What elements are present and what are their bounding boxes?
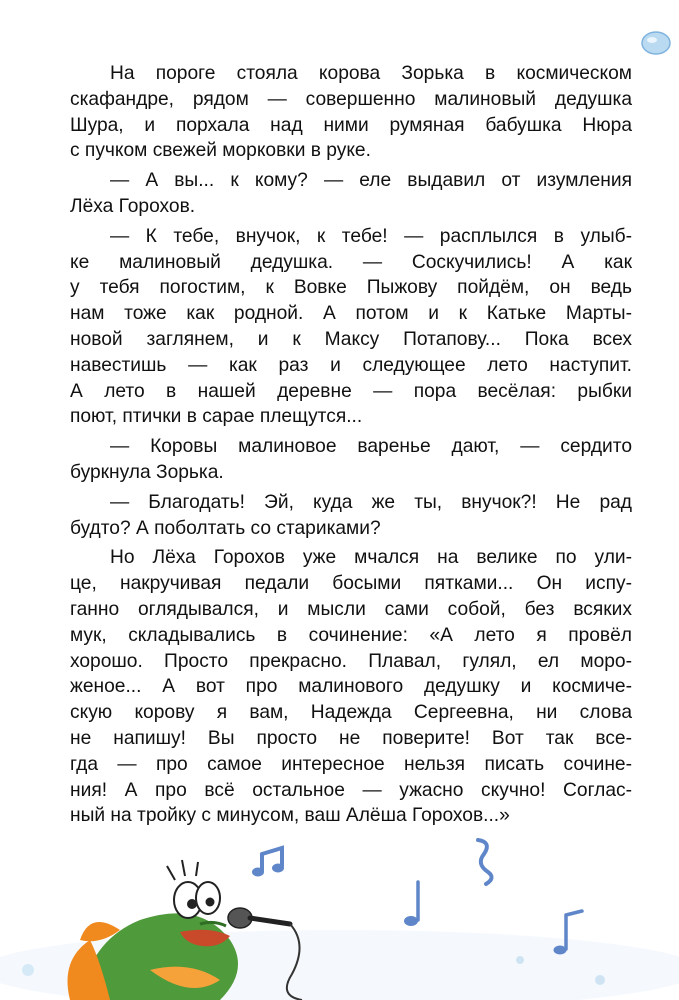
text-line: с пучком свежей морковки в руке.: [70, 140, 371, 162]
paragraph: [70, 61, 632, 164]
text-line: На пороге стояла корова Зорька в космическом: [110, 63, 632, 84]
story-text: [70, 61, 632, 829]
text-line: будто? А поболтать со стариками?: [70, 517, 381, 539]
text-line: — К тебе, внучок, к тебе! — расплылся в улыб-: [110, 225, 632, 247]
music-note-icon: [252, 848, 284, 877]
text-line: Но Лёха Горохов уже мчался на велике по ули-: [110, 547, 632, 569]
text-line: буркнула Зорька.: [70, 461, 224, 483]
text-line: ный на тройку с минусом, ваш Алёша Горохов...»: [70, 805, 510, 827]
text-line: Шура, и порхала над ними румяная бабушка Нюра: [70, 114, 632, 136]
text-line: гда — про самое интересное нельзя писать сочине-: [70, 753, 632, 775]
text-line: новой заглянем, и к Максу Потапову... Пока всех: [70, 328, 632, 350]
text-line: ганно оглядывался, и мысли сами собой, без всяких: [70, 598, 632, 620]
singing-fish-icon: [68, 860, 239, 1000]
text-line: скафандре, рядом — совершенно малиновый дедушка: [70, 88, 632, 110]
text-line: женое... А вот про малинового дедушку и космиче-: [70, 676, 632, 698]
text-line: ния! А про всё остальное — ужасно скучно! Соглас-: [70, 779, 632, 801]
text-line: хорошо. Просто прекрасно. Плавал, гулял, ел моро-: [70, 650, 632, 672]
text-line: Лёха Горохов.: [70, 195, 196, 217]
bubble-icon: [640, 30, 672, 56]
text-line: це, накручивая педали босыми пятками... Он испу-: [70, 573, 632, 595]
paragraph: [70, 434, 632, 486]
text-line: нам тоже как родной. А потом и к Катьке Марты-: [70, 303, 632, 325]
text-line: А лето в нашей деревне — пора весёлая: рыбки: [70, 380, 632, 402]
paragraph: [70, 168, 632, 220]
music-note-icon: [478, 840, 492, 884]
paragraph: [70, 545, 632, 829]
text-line: — Коровы малиновое варенье дают, — сердито: [110, 436, 632, 458]
text-line: поют, птички в сарае плещутся...: [70, 406, 363, 428]
fish-illustration: [0, 820, 679, 1000]
text-line: скую корову я вам, Надежда Сергеевна, ни слова: [70, 702, 632, 724]
text-line: ке малиновый дедушка. — Соскучились! А как: [70, 251, 632, 273]
text-line: навестишь — как раз и следующее лето наступит.: [70, 354, 632, 376]
text-line: мук, складывались в сочинение: «А лето я провёл: [70, 624, 632, 646]
paragraph: [70, 224, 632, 430]
paragraph: [70, 490, 632, 542]
text-line: не напишу! Вы просто не поверите! Вот так все-: [70, 727, 632, 749]
text-line: у тебя погостим, к Вовке Пыжову пойдём, он ведь: [70, 277, 632, 299]
text-line: — Благодать! Эй, куда же ты, внучок?! Не рад: [110, 491, 632, 513]
text-line: — А вы... к кому? — еле выдавил от изумления: [110, 170, 632, 192]
music-note-icon: [404, 882, 418, 926]
